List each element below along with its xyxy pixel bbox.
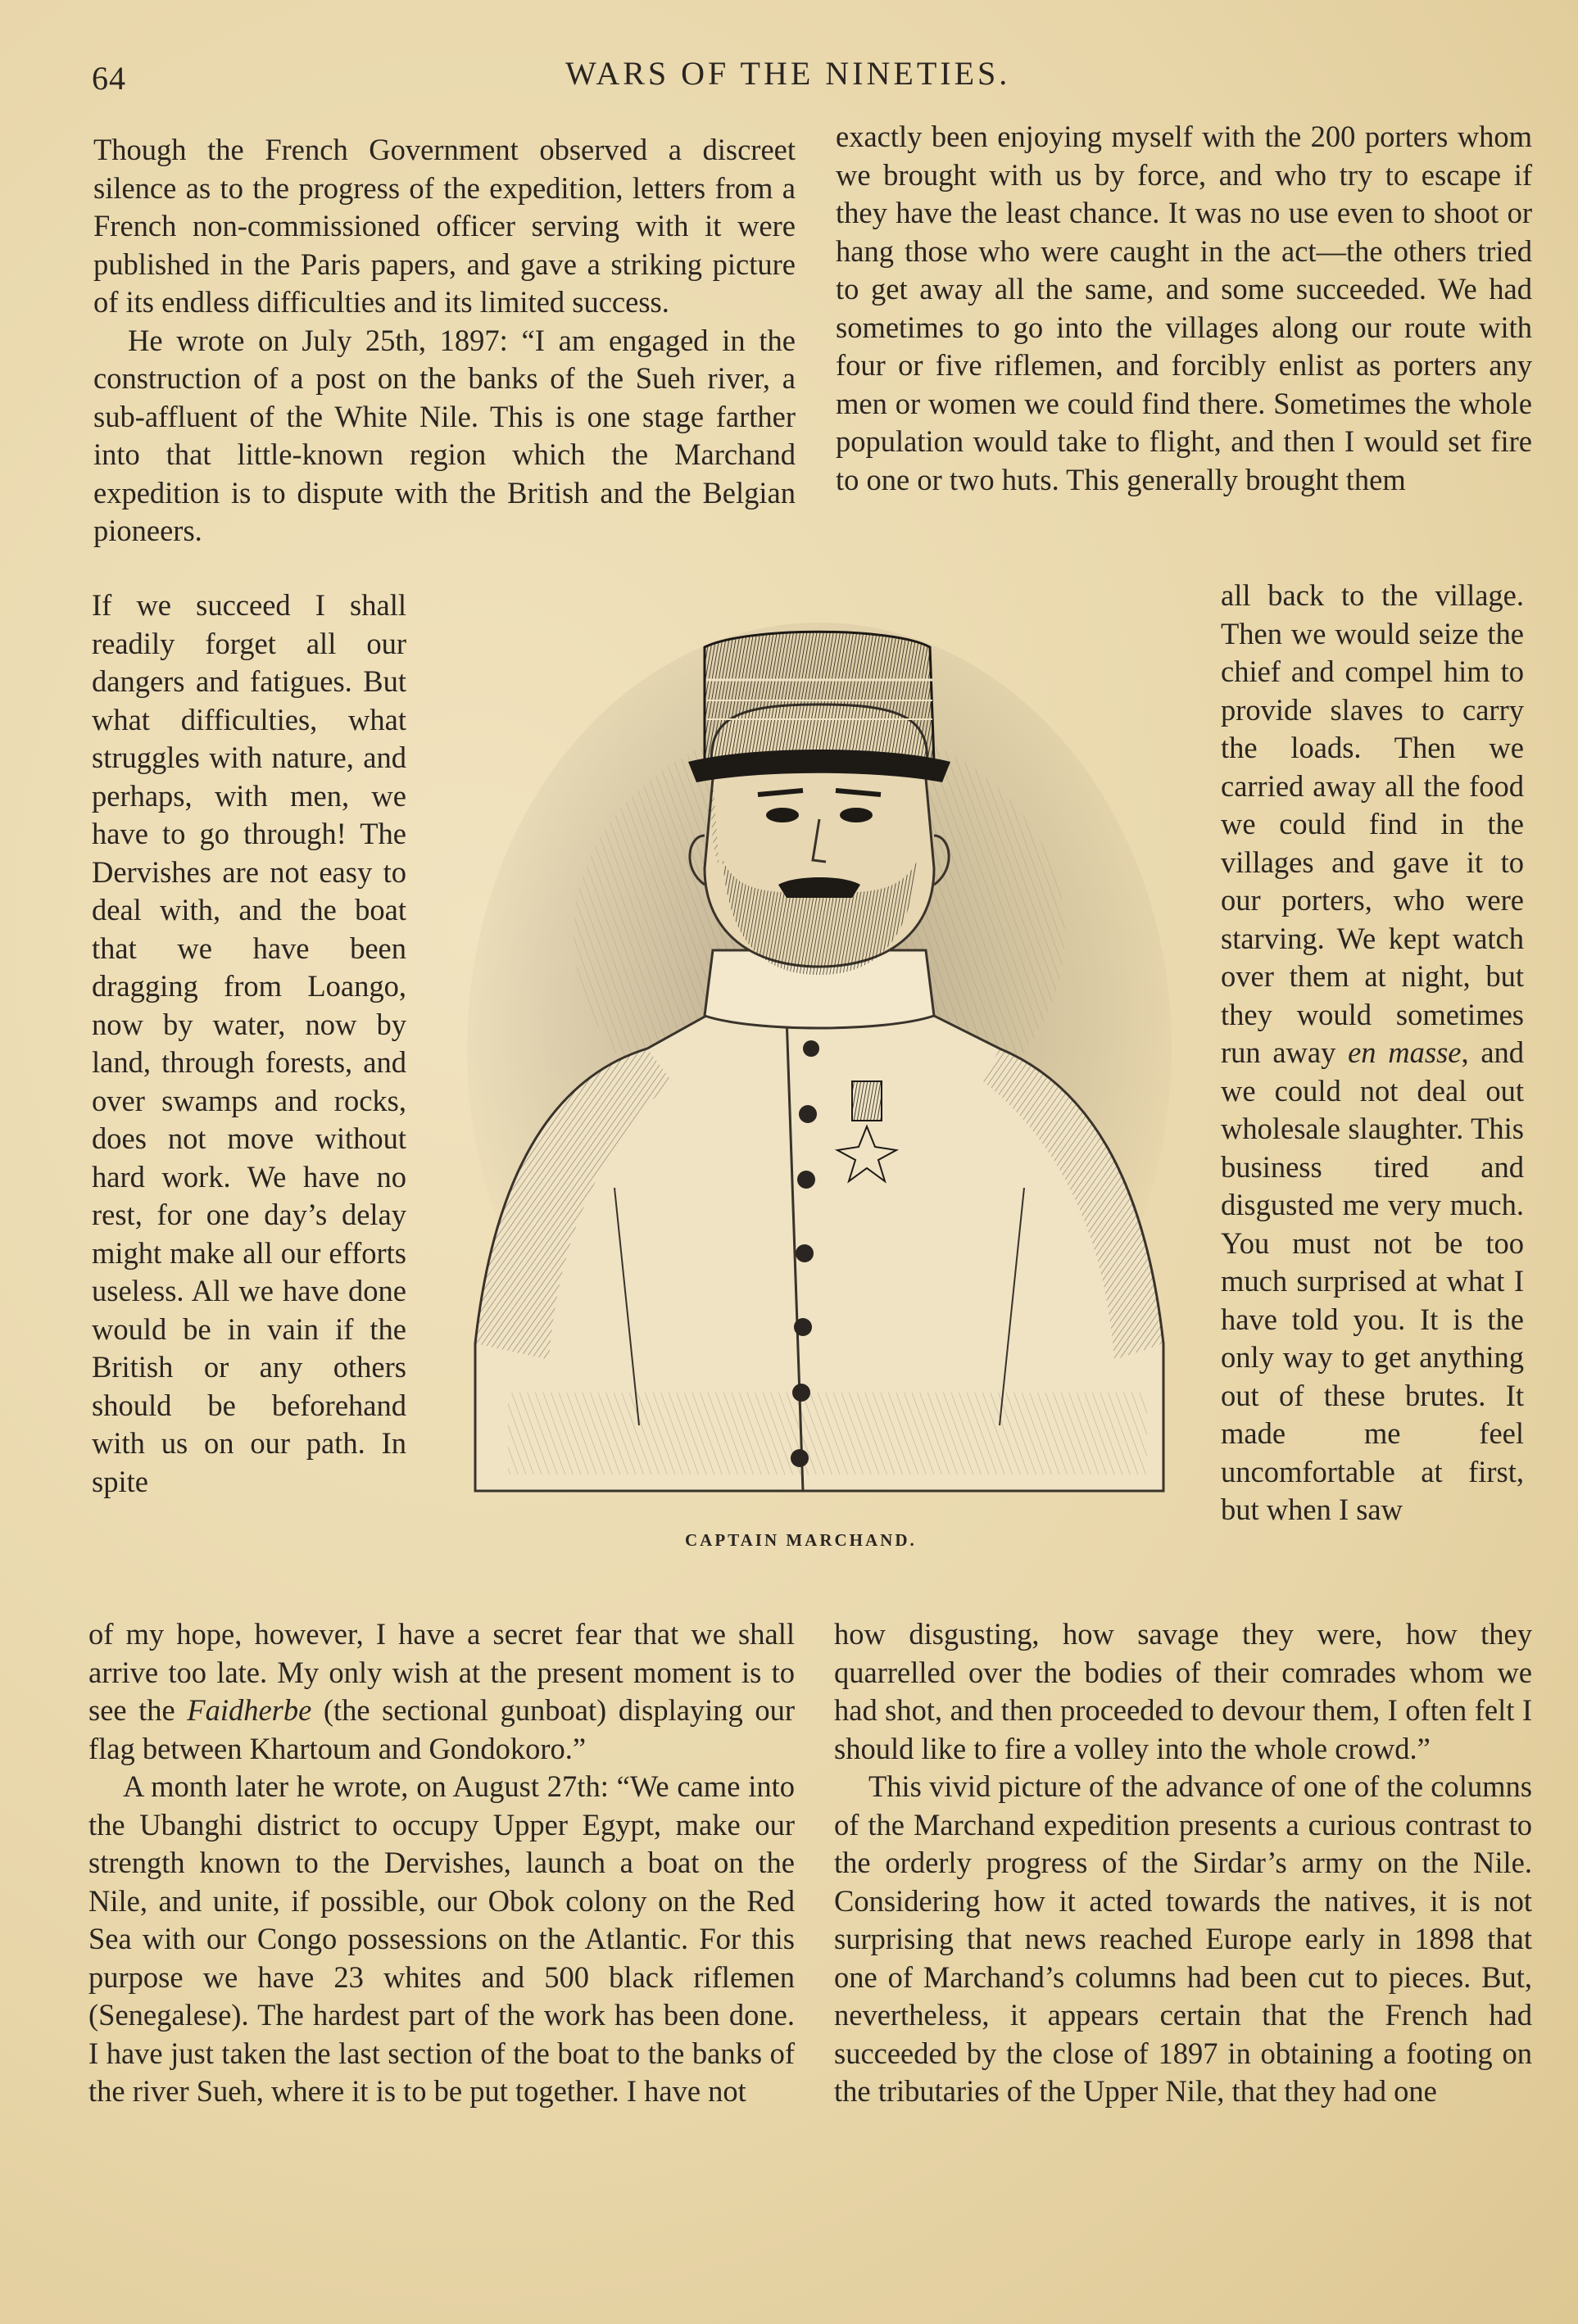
paragraph: how disgusting, how savage they were, how they quarrelled over the bodies of their comrades whom we had shot, and then proceeded to devour them, I often felt I should like to fire a volley into the whole crowd.”: [834, 1617, 1532, 1765]
running-head: WARS OF THE NINETIES.: [565, 55, 1011, 92]
paragraph: [1221, 577, 1524, 1529]
italic-phrase: en masse: [1348, 1035, 1462, 1069]
paragraph: A month later he wrote, on August 27th: “We came into the Ubanghi district to occupy Upper Egypt, make our strength known to the Dervishes, launch a boat on the Nile, and unite, if possible, our Obok colony on the Red Sea with our Congo possessions on the Atlantic. For this purpose we have 23 whites and 500 black riflemen (Senegalese). The hardest part of the work has been done. I have just taken the last section of the boat to the banks of the river Sueh, where it is to be put together. I have not: [88, 1769, 795, 2108]
right-column-beside-portrait: [1221, 577, 1524, 1529]
left-column-top: [93, 131, 796, 550]
right-column-top: [836, 118, 1532, 499]
paragraph: exactly been enjoying myself with the 200 porters whom we brought with us by force, and who try to escape if they have the least chance. It was no use even to shoot or hang those who were caught in the act—the others tried to get away all the same, and some succeeded. We had sometimes to go into the villages along our route with four or five riflemen, and forcibly enlist as porters any men or women we could find there. Sometimes the whole population would take to flight, and then I would set fire to one or two huts. This generally brought them: [836, 120, 1532, 496]
left-column-bottom: [88, 1615, 795, 2111]
paragraph: If we succeed I shall readily forget all our dangers and fatigues. But what difficulties, what struggles with nature, and perhaps, with men, we have to go through! The Dervishes are not easy to deal with, and the boat that we have been dragging from Loango, now by water, now by land, through forests, and over swamps and rocks, does not move without hard work. We have no rest, for one day’s delay might make all our efforts useless. All we have done would be in vain if the British or any others should be beforehand with us on our path. In spite: [92, 588, 406, 1498]
right-column-bottom: [834, 1615, 1532, 2111]
paragraph: Though the French Government observed a discreet silence as to the progress of the expedition, letters from a French non-commissioned officer serving with it were published in the Paris papers, and gave a striking picture of its endless difficulties and its limited success.: [93, 133, 796, 319]
text-run: of my hope, however, I have a secret fear that we shall arrive too late. My only wish at the present moment is to see the: [88, 1617, 795, 1727]
ship-name: Faidherbe: [187, 1693, 312, 1727]
kepi-cap: [688, 632, 950, 782]
paragraph: [88, 1615, 795, 1768]
text-run: , and we could not deal out wholesale slaughter. This business tired and disgusted me very much. You must not be too much surprised at what I have told you. It is the only way to get anything out of these brutes. It made me feel uncomfortable at first, but when I saw: [1221, 1035, 1525, 1526]
captain-marchand-portrait: [459, 623, 1180, 1507]
text-run: all back to the village. Then we would seize the chief and compel him to provide slaves to carry the loads. Then we carried away all the food we could find in the villages and gave it to our porters, who were starving. We kept watch over them at night, but they would sometimes run away: [1221, 578, 1524, 1069]
page-number: 64: [92, 60, 126, 97]
paragraph: This vivid picture of the advance of one of the columns of the Marchand expedition presents a curious contrast to the orderly progress of the Sirdar’s army on the Nile. Considering how it acted towards the natives, it is not surprising that news reached Europe early in 1898 that one of Marchand’s columns had been cut to pieces. But, nevertheless, it appears certain that the French had succeeded by the close of 1897 in obtaining a footing on the tributaries of the Upper Nile, that they had one: [834, 1769, 1532, 2108]
text-run: (the sectional gunboat) displaying our flag between Khartoum and Gondokoro.”: [88, 1693, 796, 1765]
paragraph: He wrote on July 25th, 1897: “I am engaged in the construction of a post on the banks of the Sueh river, a sub-affluent of the White Nile. This is one stage farther into that little-known region which the Marchand expedition is to dispute with the British and the Belgian pioneers.: [93, 323, 796, 547]
left-column-beside-portrait: [92, 587, 406, 1501]
figure-caption: CAPTAIN MARCHAND.: [685, 1530, 917, 1550]
